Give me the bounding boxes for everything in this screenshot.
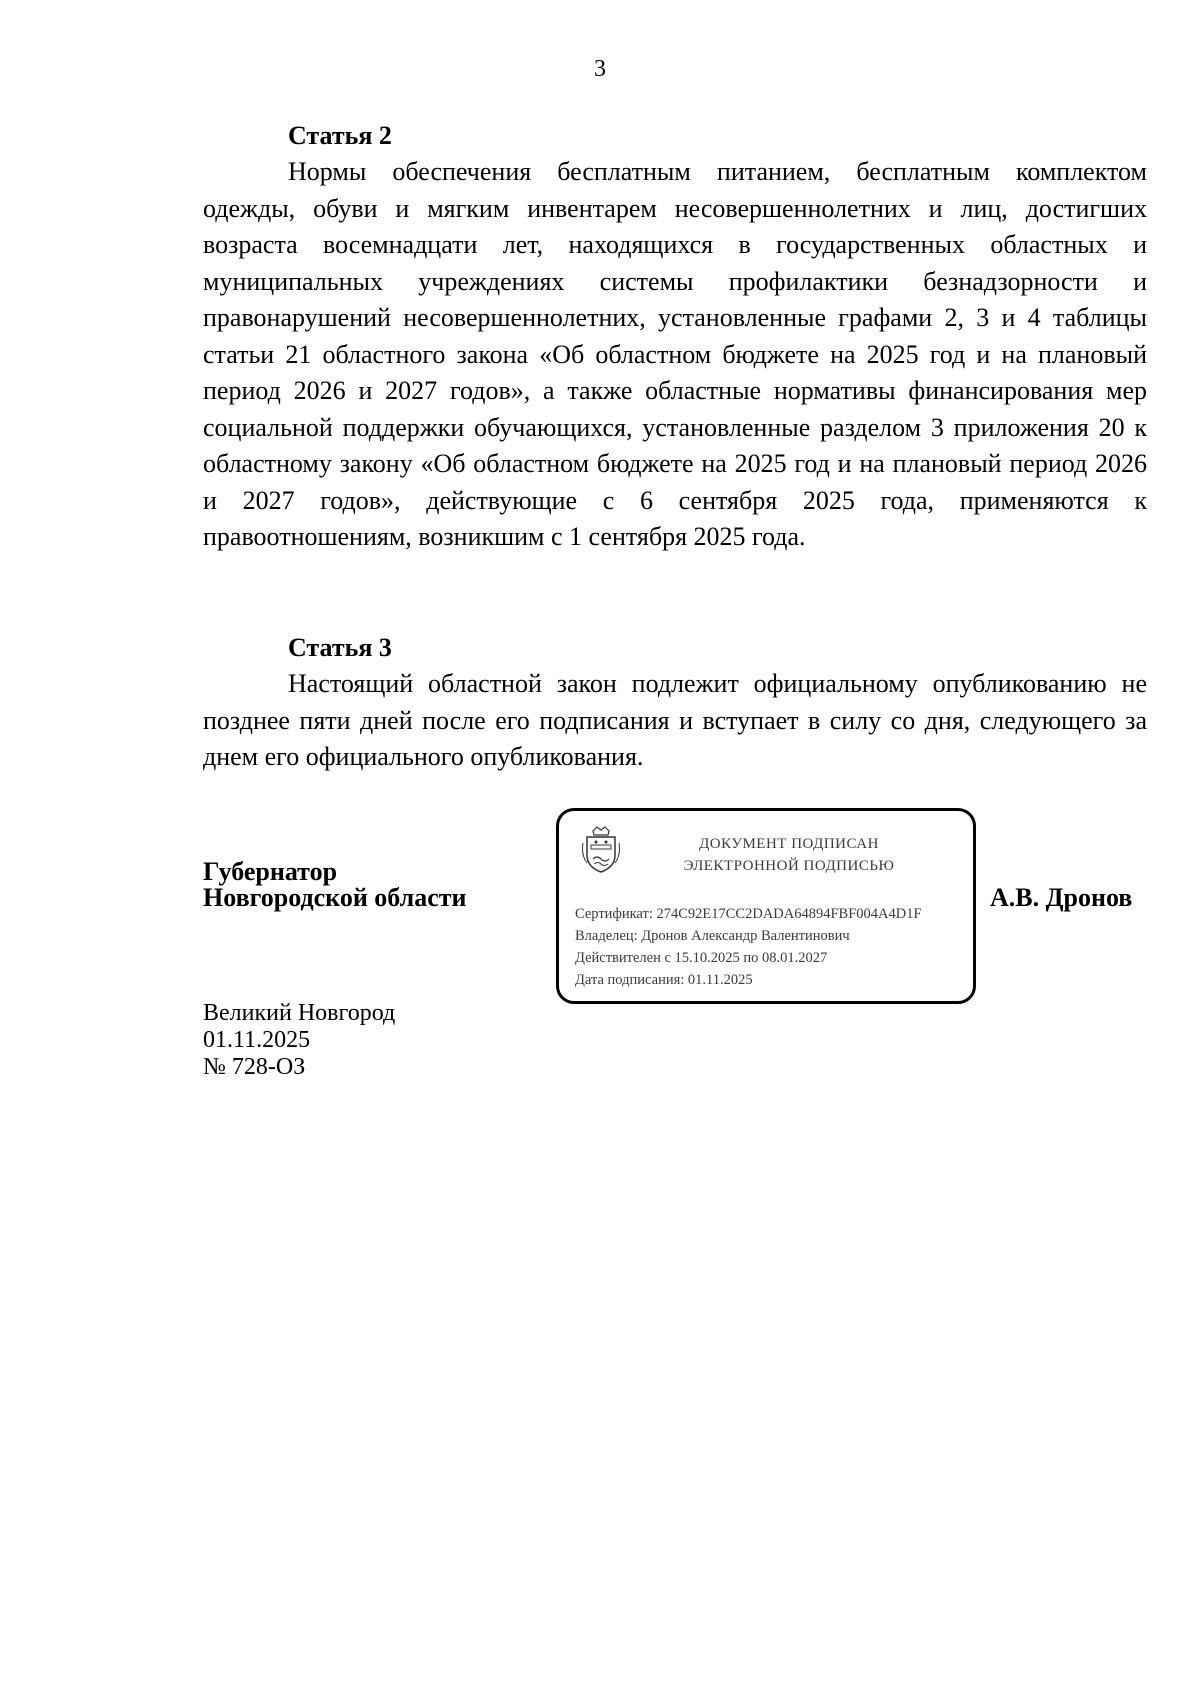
signatory-name: А.В. Дронов [990, 883, 1133, 912]
article-3-section [203, 630, 1147, 776]
page-number: 3 [594, 56, 606, 82]
position-line: Губернатор [203, 857, 338, 886]
city: Великий Новгород [203, 1000, 396, 1026]
place-and-date [203, 1000, 395, 1081]
law-date: 01.11.2025 [203, 1027, 311, 1053]
article-heading: Статья 2 [288, 121, 392, 150]
electronic-signature-stamp [556, 808, 976, 1004]
article-2-section [203, 118, 1147, 556]
article-heading: Статья 3 [288, 633, 392, 662]
certificate-number: Сертификат: 274C92E17CC2DADA64894FBF004A4D1F [575, 906, 922, 922]
signatory-position [203, 859, 467, 911]
law-number: № 728-ОЗ [203, 1054, 306, 1080]
stamp-details [575, 903, 971, 991]
certificate-validity: Действителен с 15.10.2025 по 08.01.2027 [575, 950, 828, 966]
novgorod-coat-of-arms-icon [581, 825, 621, 875]
position-line: Новгородской области [203, 883, 467, 912]
article-body: Нормы обеспечения бесплатным питанием, бесплатным комплектом одежды, обуви и мягким инвентарем несовершеннолетних и лиц, достигших возраста восемнадцати лет, находящихся в государственных областных и муниципальных учреждениях системы профилактики безнадзорности и правонарушений несовершеннолетних, установленные графами 2, 3 и 4 таблицы статьи 21 областного закона «Об областном бюджете на 2025 год и на плановый период 2026 и 2027 годов», а также областные нормативы финансирования мер социальной поддержки обучающихся, установленные разделом 3 приложения 20 к областному закону «Об областном бюджете на 2025 год и на плановый период 2026 и 2027 годов», действующие с 6 сентября 2025 года, применяются к правоотношениям, возникшим с 1 сентября 2025 года. [203, 157, 1147, 551]
signing-date: Дата подписания: 01.11.2025 [575, 972, 753, 988]
certificate-owner: Владелец: Дронов Александр Валентинович [575, 928, 850, 944]
article-body: Настоящий областной закон подлежит официальному опубликованию не позднее пяти дней после его подписания и вступает в силу со дня, следующего за днем его официального опубликования. [203, 669, 1147, 771]
stamp-title: ДОКУМЕНТ ПОДПИСАН ЭЛЕКТРОННОЙ ПОДПИСЬЮ [683, 836, 895, 874]
